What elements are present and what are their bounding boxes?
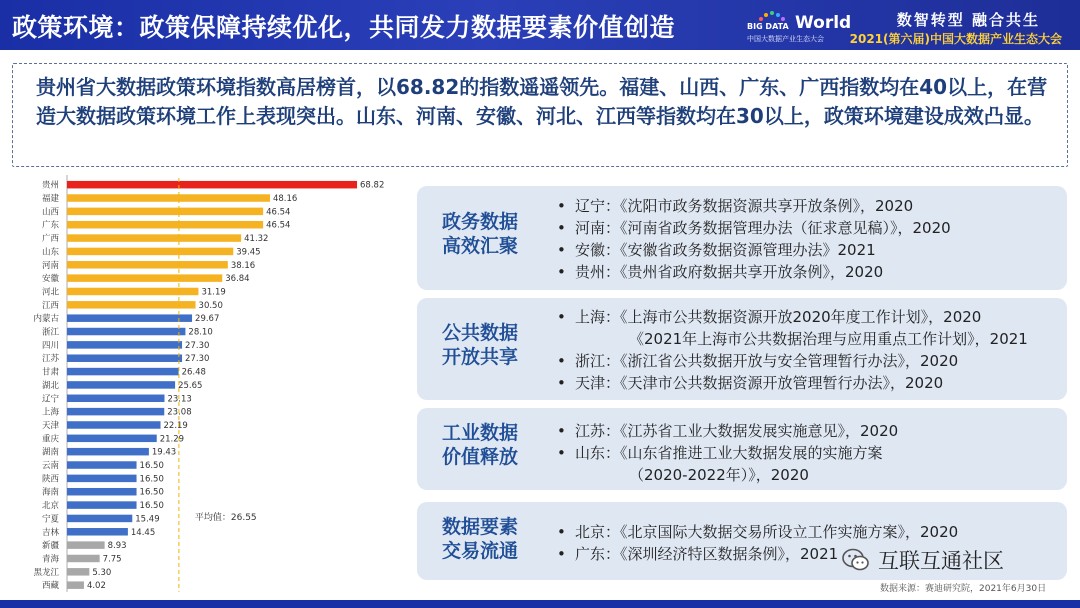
- conference-name: 2021(第六届)中国大数据产业生态大会: [849, 32, 1062, 46]
- header-bar: [0, 0, 1080, 50]
- bar: [67, 528, 128, 536]
- category-label: 河南: [41, 260, 59, 271]
- category-label: 陕西: [41, 474, 59, 485]
- logo-world-text: World: [795, 13, 852, 33]
- bar: [67, 248, 233, 256]
- value-label: 27.30: [185, 354, 210, 365]
- policy-item-text: • 天津：《天津市公共数据资源开放管理暂行办法》，2020: [575, 374, 944, 392]
- panel-title: [425, 210, 535, 258]
- category-label: 云南: [41, 461, 59, 472]
- value-label: 7.75: [102, 554, 122, 565]
- value-label: 15.49: [135, 514, 160, 525]
- bar: [67, 421, 161, 429]
- value-label: 41.32: [244, 234, 269, 245]
- category-label: 四川: [41, 340, 59, 351]
- panel-title-line: 开放共享: [441, 346, 518, 368]
- bar: [67, 194, 270, 202]
- bar: [67, 555, 100, 563]
- bar: [67, 354, 182, 362]
- value-label: 30.50: [198, 300, 223, 311]
- policy-panel: [417, 408, 1067, 490]
- bottom-bar: [0, 600, 1080, 608]
- bar: [67, 221, 263, 229]
- bar: [67, 314, 192, 322]
- category-label: 黑龙江: [33, 567, 59, 578]
- policy-item: [557, 217, 1067, 239]
- panel-title-line: 数据要素: [441, 516, 518, 538]
- bar: [67, 541, 105, 549]
- value-label: 31.19: [201, 287, 226, 298]
- category-label: 浙江: [41, 327, 59, 338]
- policy-item: [557, 306, 1067, 350]
- bar: [67, 328, 185, 336]
- value-label: 23.08: [167, 407, 192, 418]
- value-label: 29.67: [195, 314, 220, 325]
- bar: [67, 488, 137, 496]
- panel-title-line: 工业数据: [441, 422, 518, 444]
- logo-dots-icon: [757, 10, 787, 22]
- panel-title-line: 高效汇聚: [441, 235, 518, 257]
- category-label: 江苏: [41, 354, 59, 365]
- category-label: 贵州: [41, 180, 59, 191]
- panel-title-line: 公共数据: [441, 322, 518, 344]
- policy-item-text: • 广东：《深圳经济特区数据条例》，2021: [575, 545, 839, 563]
- page-title: 政策环境：政策保障持续优化，共同发力数据要素价值创造: [12, 13, 676, 42]
- panel-title-line: 政务数据: [441, 211, 518, 233]
- panel-item-list: [557, 195, 1067, 283]
- value-label: 28.10: [188, 327, 213, 338]
- category-label: 安徽: [41, 274, 59, 285]
- policy-item: [557, 261, 1067, 283]
- value-label: 26.48: [181, 367, 206, 378]
- summary-text: 贵州省大数据政策环境指数高居榜首，以68.82的指数遥遥领先。福建、山西、广东、广西指数均在40以上，在营造大数据政策环境工作上表现突出。山东、河南、安徽、河北、江西等指数均在30以上，政策环境建设成效凸显。: [36, 75, 1048, 128]
- bar: [67, 381, 175, 389]
- category-label: 湖南: [41, 447, 59, 458]
- policy-item-continuation: （2020-2022年）》，2020: [629, 466, 809, 484]
- category-label: 辽宁: [41, 394, 59, 405]
- value-label: 39.45: [236, 247, 261, 258]
- big-data-world-logo: [747, 10, 852, 44]
- value-label: 46.54: [266, 220, 291, 231]
- value-label: 21.29: [159, 434, 185, 445]
- bar: [67, 408, 164, 416]
- bar: [67, 515, 132, 523]
- policy-item: [557, 239, 1067, 261]
- category-label: 湖北: [41, 380, 59, 391]
- bar: [67, 435, 157, 443]
- bar: [67, 208, 263, 216]
- policy-panel: [417, 298, 1067, 400]
- category-label: 山东: [41, 247, 59, 258]
- category-label: 广东: [41, 220, 59, 231]
- category-label: 河北: [41, 287, 59, 298]
- category-label: 上海: [41, 407, 59, 418]
- bar: [67, 234, 241, 242]
- policy-item: [557, 521, 1067, 543]
- panel-item-list: [557, 420, 1067, 486]
- value-label: 36.84: [225, 274, 250, 285]
- bar: [67, 368, 179, 376]
- bar: [67, 501, 137, 509]
- value-label: 16.50: [139, 487, 164, 498]
- value-label: 16.50: [139, 501, 164, 512]
- value-label: 8.93: [107, 541, 127, 552]
- value-label: 25.65: [178, 380, 203, 391]
- bar: [67, 568, 89, 576]
- category-label: 海南: [41, 487, 59, 498]
- bar: [67, 341, 182, 349]
- category-label: 吉林: [41, 527, 59, 538]
- value-label: 5.30: [92, 567, 112, 578]
- policy-item-text: • 山东：《山东省推进工业大数据发展的实施方案: [575, 444, 883, 462]
- value-label: 46.54: [266, 207, 291, 218]
- policy-item: [557, 372, 1067, 394]
- category-label: 甘肃: [41, 367, 59, 378]
- policy-item-text: • 江苏：《江苏省工业大数据发展实施意见》，2020: [575, 422, 899, 440]
- bar: [67, 448, 149, 456]
- policy-panel: [417, 186, 1067, 290]
- value-label: 19.43: [151, 447, 177, 458]
- category-label: 重庆: [41, 434, 59, 445]
- value-label: 16.50: [139, 474, 164, 485]
- policy-item-text: • 辽宁：《沈阳市政务数据资源共享开放条例》，2020: [575, 197, 914, 215]
- value-label: 14.45: [130, 527, 156, 538]
- data-source: 数据来源：赛迪研究院，2021年6月30日: [880, 584, 1047, 594]
- value-label: 27.30: [185, 340, 210, 351]
- watermark: [842, 545, 1052, 575]
- policy-item-text: • 河南：《河南省政务数据管理办法（征求意见稿）》，2020: [575, 219, 951, 237]
- slogan: 数智转型 融合共生: [896, 11, 1040, 29]
- bar: [67, 301, 196, 309]
- value-label: 16.50: [139, 461, 164, 472]
- value-label: 23.13: [167, 394, 192, 405]
- policy-item: [557, 442, 1067, 486]
- category-label: 福建: [41, 194, 59, 205]
- category-label: 天津: [41, 420, 59, 431]
- panel-title: [425, 421, 535, 469]
- policy-item-continuation: 《2021年上海市公共数据治理与应用重点工作计划》，2021: [629, 330, 1028, 348]
- wechat-icon: [842, 547, 870, 573]
- category-label: 北京: [41, 501, 59, 512]
- policy-item-text: • 浙江：《浙江省公共数据开放与安全管理暂行办法》，2020: [575, 352, 959, 370]
- average-label: 平均值：26.55: [194, 512, 257, 523]
- panel-item-list: [557, 306, 1067, 394]
- bar: [67, 461, 137, 469]
- value-label: 48.16: [272, 194, 298, 205]
- panel-title: [425, 515, 535, 563]
- policy-item-text: • 北京：《北京国际大数据交易所设立工作实施方案》，2020: [575, 523, 959, 541]
- category-label: 新疆: [41, 541, 59, 552]
- category-label: 广西: [41, 234, 59, 245]
- category-label: 青海: [41, 554, 59, 565]
- value-label: 38.16: [230, 260, 256, 271]
- policy-item-text: • 贵州：《贵州省政府数据共享开放条例》，2020: [575, 263, 884, 281]
- logo-big-text: BIG DATA: [747, 22, 789, 31]
- bar: [67, 261, 228, 269]
- bar: [67, 475, 137, 483]
- category-label: 江西: [41, 300, 59, 311]
- bar: [67, 274, 222, 282]
- value-label: 22.19: [163, 420, 188, 431]
- panel-title-line: 价值释放: [441, 446, 518, 468]
- policy-item: [557, 350, 1067, 372]
- policy-item-text: • 安徽：《安徽省政务数据资源管理办法》2021: [575, 241, 876, 259]
- policy-item: [557, 420, 1067, 442]
- bar: [67, 395, 164, 403]
- bar: [67, 581, 84, 589]
- category-label: 西藏: [41, 581, 59, 592]
- watermark-text: 互联互通社区: [878, 549, 1004, 573]
- category-label: 内蒙古: [33, 314, 59, 325]
- policy-index-bar-chart: [0, 172, 400, 600]
- value-label: 68.82: [360, 180, 385, 191]
- bar: [67, 181, 357, 189]
- policy-item-text: • 上海：《上海市公共数据资源开放2020年度工作计划》，2020: [575, 308, 982, 326]
- logo-subtitle: 中国大数据产业生态大会: [747, 35, 824, 43]
- category-label: 宁夏: [41, 514, 59, 525]
- value-label: 4.02: [86, 581, 106, 592]
- panel-title-line: 交易流通: [441, 540, 518, 562]
- policy-item: [557, 195, 1067, 217]
- category-label: 山西: [41, 207, 59, 218]
- panel-title: [425, 321, 535, 369]
- summary-box: [12, 63, 1068, 167]
